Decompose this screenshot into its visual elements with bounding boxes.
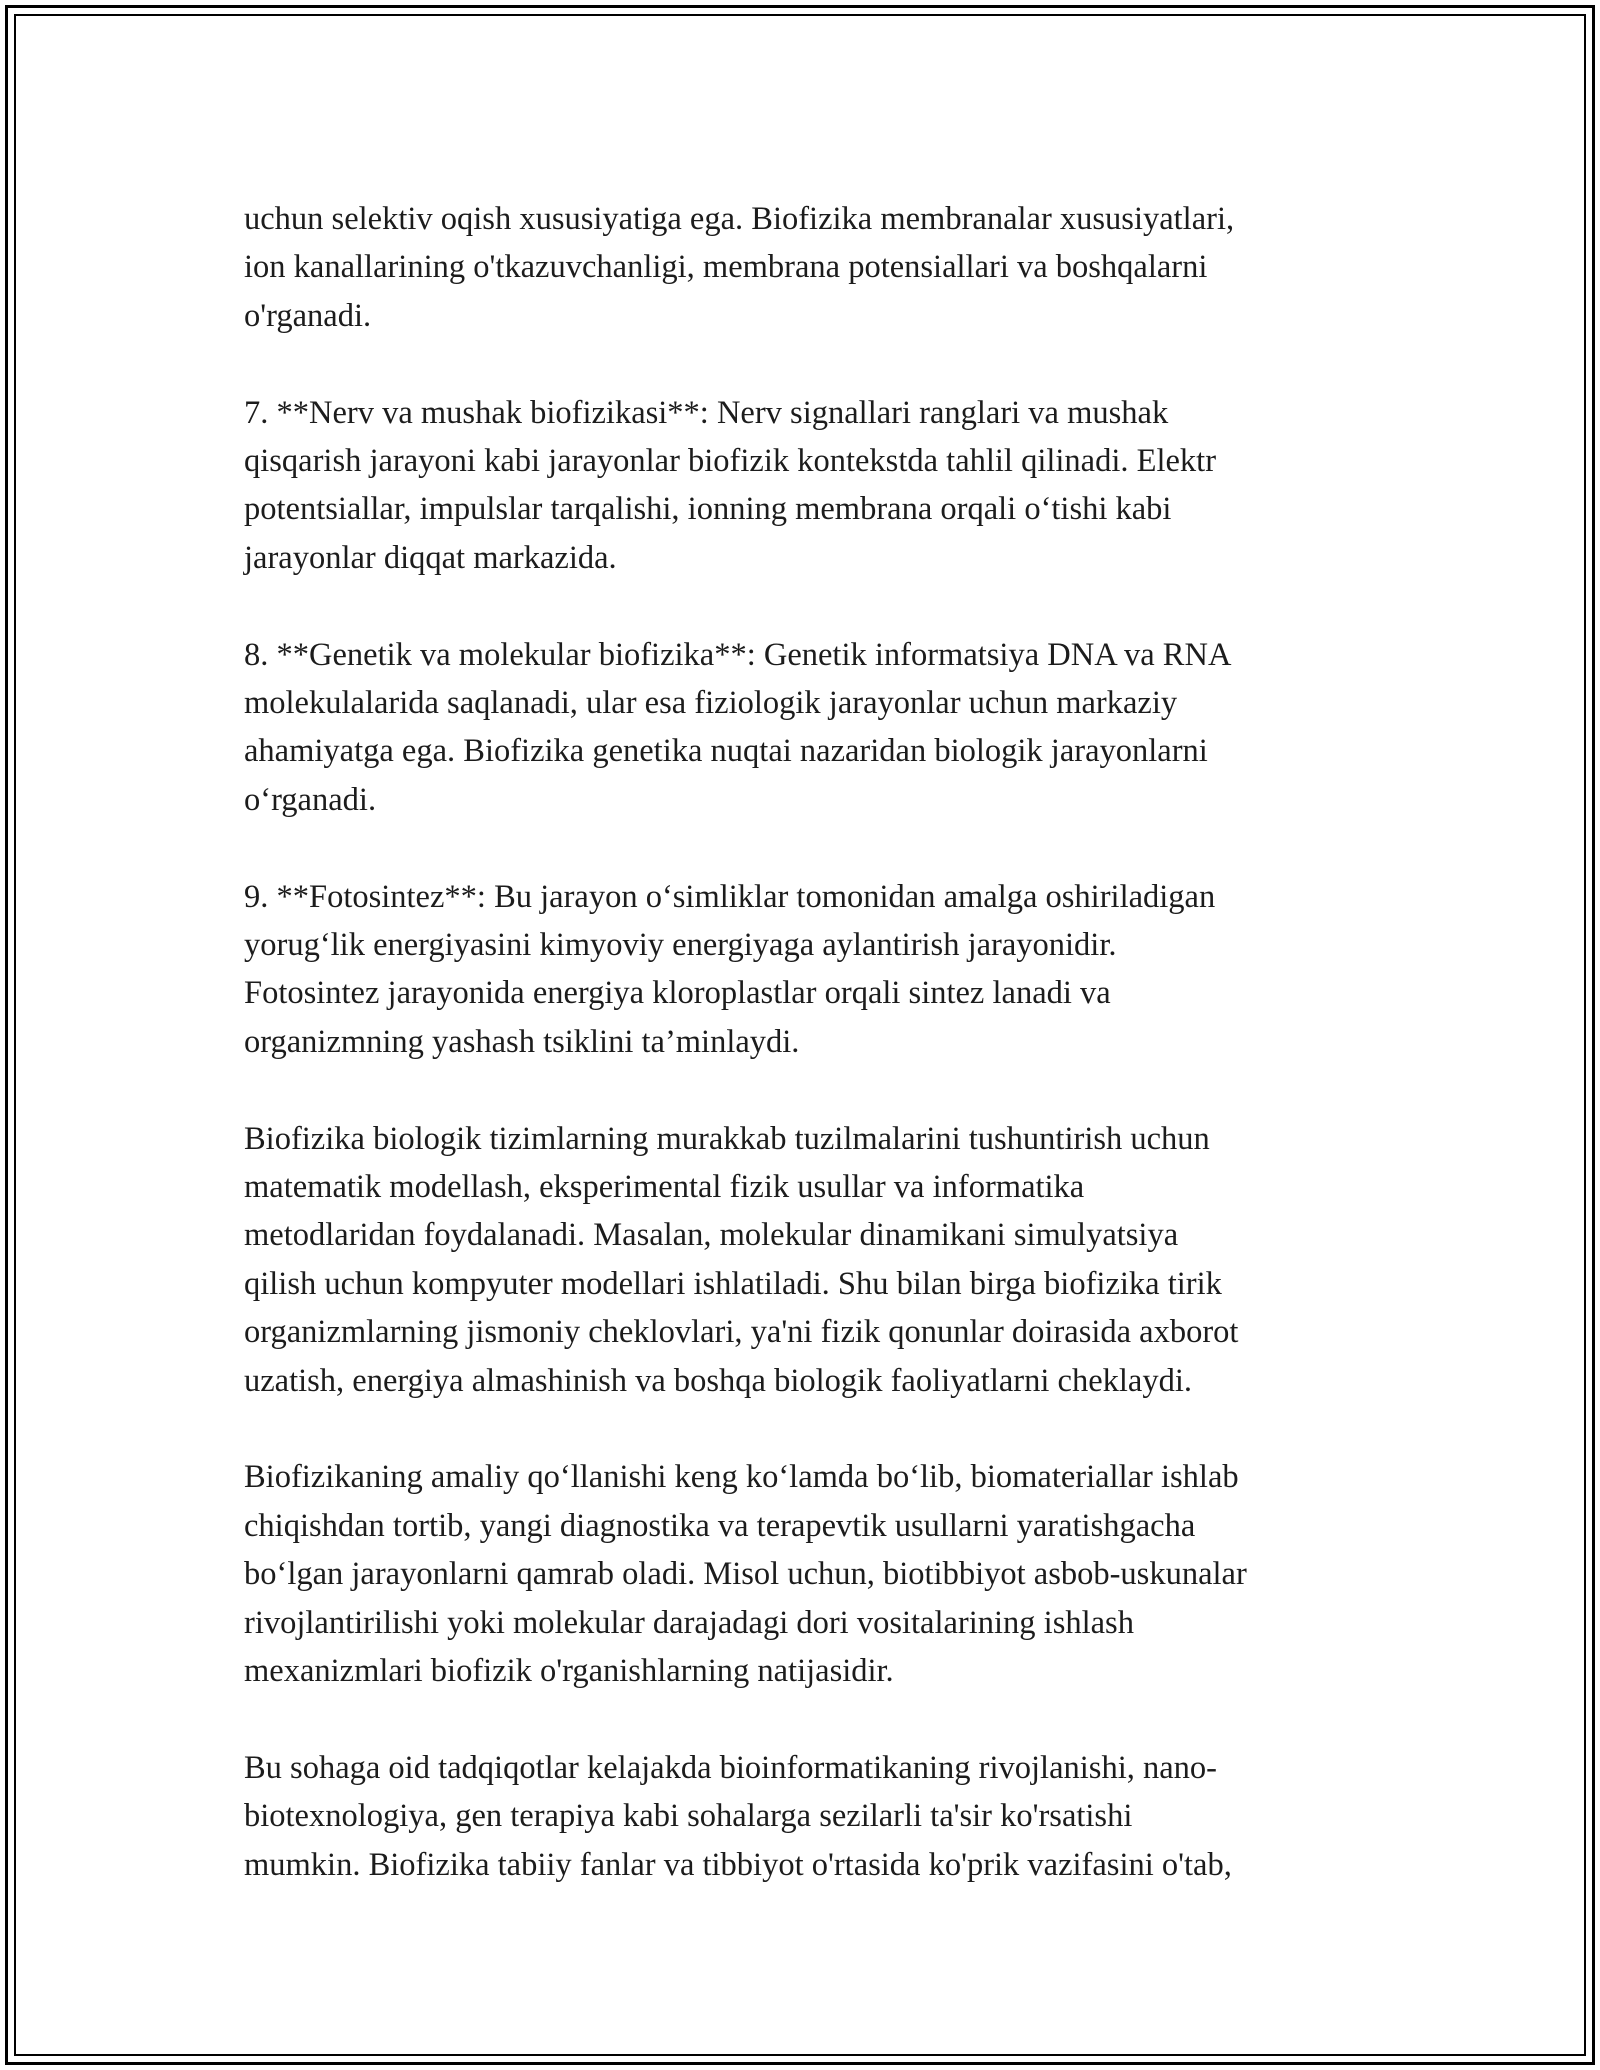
text-line: organizmlarning jismoniy cheklovlari, ya'ni fizik qonunlar doirasida axborot: [244, 1314, 1239, 1351]
text-line: Bu sohaga oid tadqiqotlar kelajakda bioinformatikaning rivojlanishi, nano-: [244, 1749, 1217, 1786]
paragraph-methods: [244, 1115, 1384, 1405]
text-line: Biofizika biologik tizimlarning murakkab tuzilmalarini tushuntirish uchun: [244, 1120, 1210, 1157]
text-line: jarayonlar diqqat markazida.: [244, 539, 617, 576]
text-line: potentsiallar, impulslar tarqalishi, ionning membrana orqali o‘tishi kabi: [244, 491, 1172, 528]
text-line: o‘rganadi.: [244, 781, 377, 818]
paragraph-future-research: [244, 1744, 1384, 1889]
text-line: ahamiyatga ega. Biofizika genetika nuqtai nazaridan biologik jarayonlarni: [244, 733, 1208, 770]
paragraph-item-8: [244, 631, 1384, 825]
paragraph-item-7: [244, 389, 1384, 583]
text-line: 7. **Nerv va mushak biofizikasi**: Nerv signallari ranglari va mushak: [244, 394, 1169, 431]
paragraph-item-9: [244, 873, 1384, 1067]
text-line: mexanizmlari biofizik o'rganishlarning natijasidir.: [244, 1653, 894, 1690]
text-line: mumkin. Biofizika tabiiy fanlar va tibbiyot o'rtasida ko'prik vazifasini o'tab,: [244, 1846, 1232, 1883]
text-line: qisqarish jarayoni kabi jarayonlar biofizik kontekstda tahlil qilinadi. Elektr: [244, 443, 1217, 480]
text-line: Fotosintez jarayonida energiya kloroplastlar orqali sintez lanadi va: [244, 975, 1111, 1012]
text-line: matematik modellash, eksperimental fizik usullar va informatika: [244, 1169, 1085, 1206]
text-line: bo‘lgan jarayonlarni qamrab oladi. Misol uchun, biotibbiyot asbob-uskunalar: [244, 1556, 1247, 1593]
text-line: biotexnologiya, gen terapiya kabi sohalarga sezilarli ta'sir ko'rsatishi: [244, 1798, 1133, 1835]
text-line: metodlaridan foydalanadi. Masalan, molekular dinamikani simulyatsiya: [244, 1217, 1179, 1254]
text-line: chiqishdan tortib, yangi diagnostika va terapevtik usullarni yaratishgacha: [244, 1507, 1196, 1544]
text-line: yorug‘lik energiyasini kimyoviy energiyaga aylantirish jarayonidir.: [244, 927, 1117, 964]
paragraph-applications: [244, 1453, 1384, 1695]
text-line: uchun selektiv oqish xususiyatiga ega. Biofizika membranalar xususiyatlari,: [244, 201, 1235, 237]
text-line: 9. **Fotosintez**: Bu jarayon o‘simliklar tomonidan amalga oshiriladigan: [244, 878, 1216, 915]
text-line: Biofizikaning amaliy qo‘llanishi keng ko‘lamda bo‘lib, biomateriallar ishlab: [244, 1459, 1239, 1496]
document-body: [244, 195, 1384, 1889]
text-line: qilish uchun kompyuter modellari ishlatiladi. Shu bilan birga biofizika tirik: [244, 1265, 1222, 1302]
text-line: 8. **Genetik va molekular biofizika**: Genetik informatsiya DNA va RNA: [244, 636, 1232, 673]
text-line: uzatish, energiya almashinish va boshqa biologik faoliyatlarni cheklaydi.: [244, 1362, 1192, 1399]
text-line: rivojlantirilishi yoki molekular darajadagi dori vositalarining ishlash: [244, 1604, 1134, 1641]
page-frame: [5, 5, 1595, 2065]
text-line: ion kanallarining o'tkazuvchanligi, membrana potensiallari va boshqalarni: [244, 249, 1208, 286]
text-line: o'rganadi.: [244, 297, 372, 334]
text-line: organizmning yashash tsiklini ta’minlaydi.: [244, 1023, 800, 1060]
text-line: molekulalarida saqlanadi, ular esa fiziologik jarayonlar uchun markaziy: [244, 685, 1178, 722]
paragraph-membrane-continuation: [244, 195, 1384, 340]
